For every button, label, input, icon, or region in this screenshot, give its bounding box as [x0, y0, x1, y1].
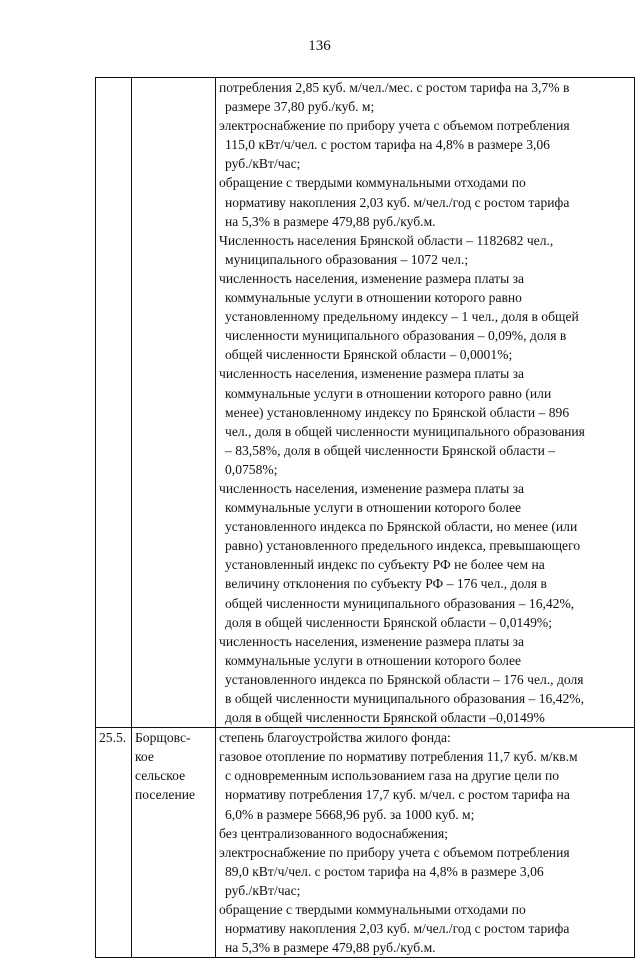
text-line: нормативу потребления 17,7 куб. м/чел. с ростом тарифа на: [225, 787, 570, 803]
text-line: величину отклонения по субъекту РФ – 176 чел., доля в: [225, 576, 547, 592]
document-table: [95, 77, 635, 958]
text-line: численности муниципального образования – 0,09%, доля в: [225, 328, 567, 344]
description-paragraph: [219, 364, 631, 479]
text-line: доля в общей численности Брянской области –0,0149%: [225, 710, 545, 726]
description-paragraph: [219, 824, 631, 843]
text-line: электроснабжение по прибору учета с объемом потребления: [219, 118, 570, 134]
text-line: 115,0 кВт/ч/чел. с ростом тарифа на 4,8% в размере 3,06: [225, 137, 550, 153]
municipality-name-line: кое: [135, 749, 154, 765]
text-line: общей численности Брянской области – 0,0001%;: [225, 347, 513, 363]
text-line: 0,0758%;: [225, 461, 278, 477]
text-line: численность населения, изменение размера платы за: [219, 270, 525, 286]
row-number-cell: [96, 78, 132, 728]
description-paragraph: [219, 747, 631, 823]
text-line: Численность населения Брянской области – 1182682 чел.,: [219, 232, 554, 248]
text-line: равно) установленного предельного индекса, превышающего: [225, 538, 581, 554]
municipality-name-line: Борщовс-: [135, 730, 191, 746]
description-paragraph: [219, 173, 631, 230]
description-paragraph: [219, 632, 631, 727]
text-line: коммунальные услуги в отношении которого равно (или: [225, 385, 552, 401]
municipality-name-cell: [132, 78, 216, 728]
text-line: руб./кВт/час;: [225, 882, 301, 898]
description-paragraph: [219, 900, 631, 957]
municipality-name-cell: [132, 728, 216, 958]
text-line: численность населения, изменение размера платы за: [219, 366, 525, 382]
text-line: без централизованного водоснабжения;: [219, 825, 449, 841]
text-line: 6,0% в размере 5668,96 руб. за 1000 куб. м;: [225, 806, 475, 822]
page-number: 136: [308, 38, 331, 54]
municipality-name-line: поселение: [135, 787, 196, 803]
description-paragraph: [219, 728, 631, 747]
text-line: муниципального образования – 1072 чел.;: [225, 251, 469, 267]
municipality-name-line: сельское: [135, 768, 186, 784]
description-paragraph: [219, 269, 631, 364]
text-line: установленного индекса по Брянской области, но менее (или: [225, 519, 578, 535]
text-line: доля в общей численности Брянской области – 0,0149%;: [225, 614, 553, 630]
text-line: потребления 2,85 куб. м/чел./мес. с ростом тарифа на 3,7% в: [219, 80, 570, 95]
text-line: руб./кВт/час;: [225, 156, 301, 172]
text-line: менее) установленному индексу по Брянской области – 896: [225, 404, 570, 420]
description-paragraph: [219, 116, 631, 173]
text-line: – 83,58%, доля в общей численности Брянской области –: [225, 442, 556, 458]
text-line: газовое отопление по нормативу потребления 11,7 куб. м/кв.м: [219, 749, 578, 765]
text-line: нормативу накопления 2,03 куб. м/чел./год с ростом тарифа: [225, 921, 570, 937]
text-line: на 5,3% в размере 479,88 руб./куб.м.: [225, 213, 436, 229]
text-line: численность населения, изменение размера платы за: [219, 480, 525, 496]
text-line: коммунальные услуги в отношении которого равно: [225, 290, 522, 306]
text-line: численность населения, изменение размера платы за: [219, 633, 525, 649]
description-paragraph: [219, 78, 631, 116]
table-row: [96, 78, 635, 728]
description-paragraph: [219, 479, 631, 632]
text-line: общей численности муниципального образования – 16,42%,: [225, 595, 575, 611]
text-line: обращение с твердыми коммунальными отходами по: [219, 902, 526, 918]
text-line: установленный индекс по субъекту РФ не более чем на: [225, 557, 545, 573]
text-line: электроснабжение по прибору учета с объемом потребления: [219, 844, 570, 860]
table-row: [96, 728, 635, 958]
text-line: коммунальные услуги в отношении которого более: [225, 500, 522, 516]
text-line: степень благоустройства жилого фонда:: [219, 730, 451, 746]
text-line: на 5,3% в размере 479,88 руб./куб.м.: [225, 940, 436, 956]
text-line: размере 37,80 руб./куб. м;: [225, 99, 375, 115]
description-paragraph: [219, 231, 631, 269]
text-line: обращение с твердыми коммунальными отходами по: [219, 175, 526, 191]
text-line: в общей численности муниципального образования – 16,42%,: [225, 691, 585, 706]
description-cell: [216, 78, 635, 728]
text-line: коммунальные услуги в отношении которого более: [225, 652, 522, 668]
text-line: чел., доля в общей численности муниципального образования: [225, 423, 585, 439]
text-line: установленному предельному индексу – 1 чел., доля в общей: [225, 309, 579, 325]
table-body: [96, 78, 635, 958]
text-line: установленного индекса по Брянской области – 176 чел., доля: [225, 671, 584, 687]
text-line: с одновременным использованием газа на другие цели по: [225, 768, 560, 784]
text-line: нормативу накопления 2,03 куб. м/чел./год с ростом тарифа: [225, 194, 570, 210]
description-paragraph: [219, 843, 631, 900]
text-line: 89,0 кВт/ч/чел. с ростом тарифа на 4,8% в размере 3,06: [225, 863, 544, 879]
description-cell: [216, 728, 635, 958]
row-number-cell: 25.5.: [96, 728, 132, 958]
